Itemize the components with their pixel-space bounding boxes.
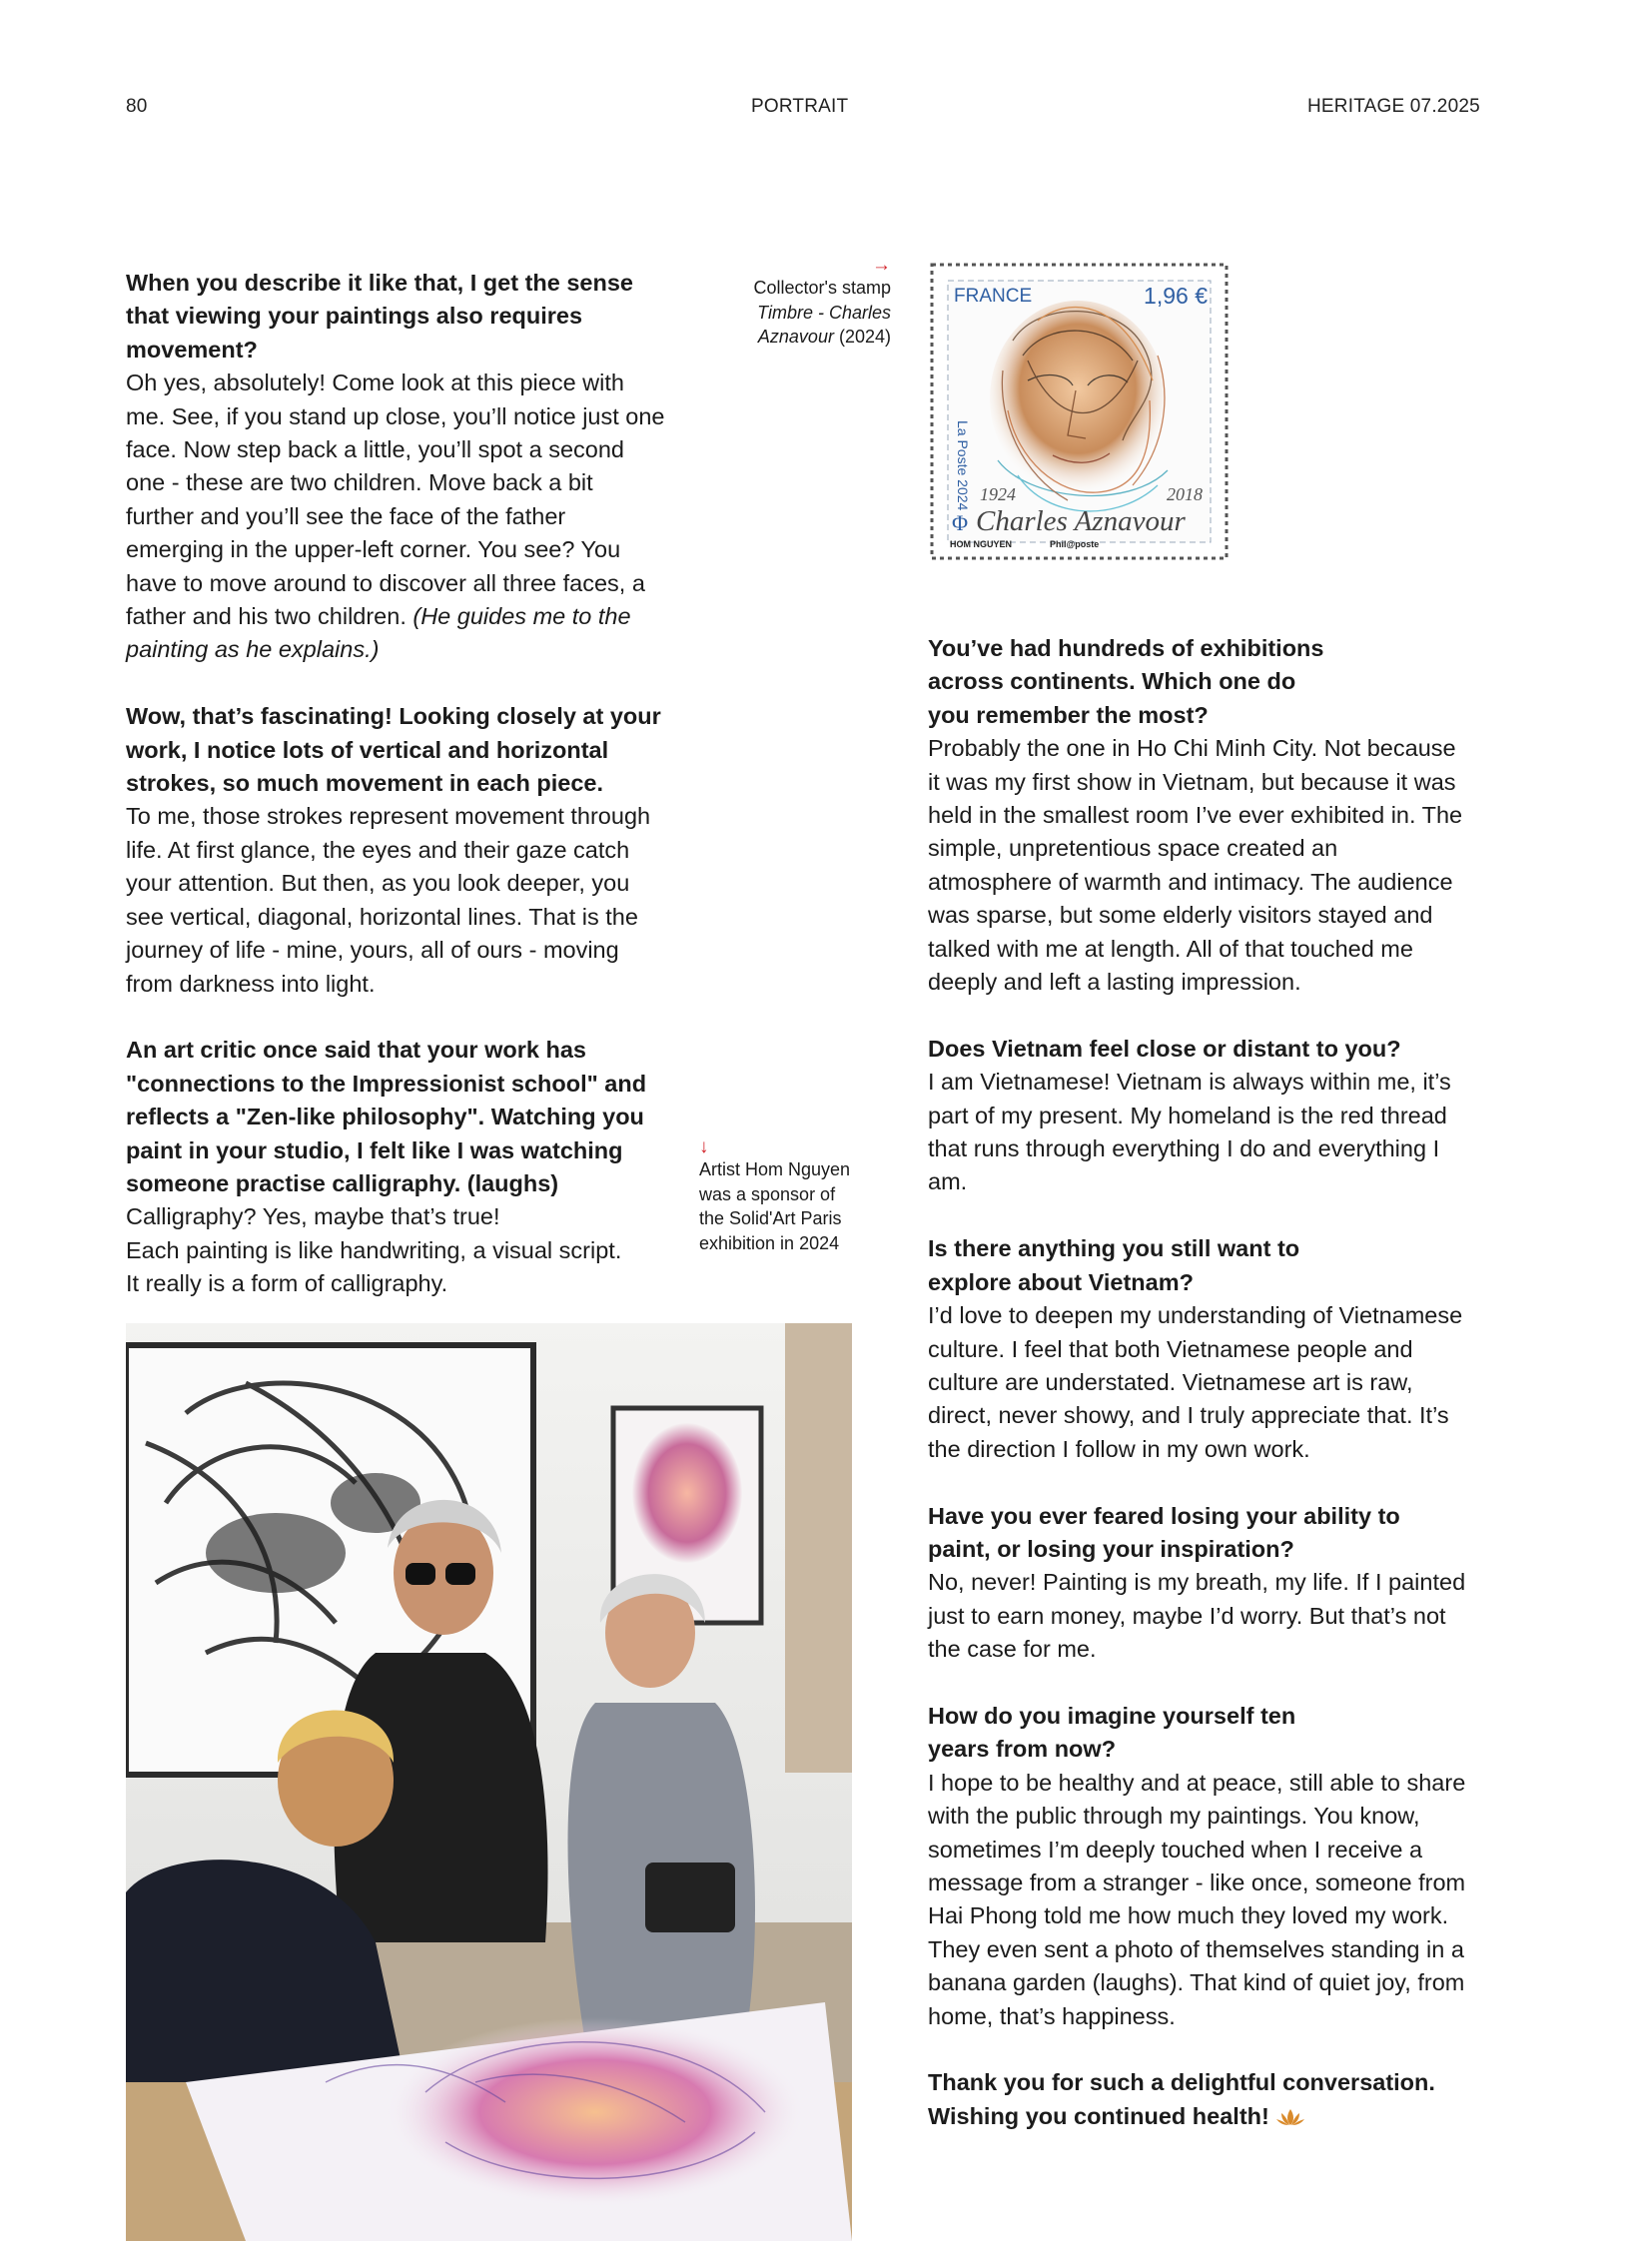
stamp-country: FRANCE <box>954 286 1033 307</box>
stamp-vertical-text: La Poste 2024 <box>955 420 971 511</box>
answer-3-line-1: Calligraphy? Yes, maybe that’s true! <box>126 1203 500 1230</box>
qa-block-5 <box>928 1033 1467 1199</box>
stamp-artist: HOM NGUYEN <box>950 539 1013 549</box>
question-7: Have you ever feared losing your ability to paint, or losing your inspiration? <box>928 1502 1400 1562</box>
stamp-phi: Φ <box>952 510 969 535</box>
qa-block-2 <box>126 700 665 1001</box>
photo-caption <box>699 1137 889 1255</box>
stamp-price: 1,96 € <box>1144 283 1208 309</box>
answer-3-line-2: Each painting is like handwriting, a visual script. <box>126 1236 622 1263</box>
answer-7: No, never! Painting is my breath, my life. If I painted just to earn money, maybe I’d worry. But that’s not the case for me. <box>928 1569 1466 1663</box>
photo-caption-line-2: was a sponsor of <box>699 1183 836 1204</box>
answer-8: I hope to be healthy and at peace, still able to share with the public through my paintings. You know, sometimes I’m deeply touched when I receive a message from a stranger - like once, someone from Hai Phong told me how much they loved my work. They even sent a photo of themselves standing in a banana garden (laughs). That kind of quiet joy, from home, that’s happiness. <box>928 1769 1466 2029</box>
stamp-caption-line-2: Timbre - Charles <box>757 302 891 323</box>
lotus-icon <box>1275 2103 1305 2136</box>
stamp-year-event: 2018 <box>1167 484 1203 504</box>
stamp-name: Charles Aznavour <box>976 505 1186 537</box>
answer-5: I am Vietnamese! Vietnam is always within me, it’s part of my present. My homeland is the red thread that runs through everything I do and everything I am. <box>928 1069 1451 1195</box>
stamp-year-birth: 1924 <box>980 484 1016 504</box>
qa-block-6 <box>928 1232 1467 1466</box>
closing-text: Thank you for such a delightful conversation. Wishing you continued health! <box>928 2069 1435 2129</box>
answer-1: Oh yes, absolutely! Come look at this piece with me. See, if you stand up close, you’ll notice just one face. Now step back a little, you’ll spot a second one - these are two children. Move back a bit further and you’ll see the face of the father emerging in the upper-left corner. You see? You have to move around to discover all three faces, a father and his two children. <box>126 370 665 630</box>
answer-2: To me, those strokes represent movement through life. At first glance, the eyes and their gaze catch your attention. But then, as you look deeper, you see vertical, diagonal, horizontal lines. That is the journey of life - mine, yours, all of ours - moving from darkness into light. <box>126 803 651 997</box>
question-4: You’ve had hundreds of exhibitions across continents. Which one do you remember the most? <box>928 635 1324 728</box>
question-1: When you describe it like that, I get the sense that viewing your paintings also requires movement? <box>126 270 633 363</box>
arrow-right-icon: → <box>872 255 891 276</box>
stamp-publisher: Phil@poste <box>1050 539 1100 549</box>
arrow-down-icon: ↓ <box>699 1136 709 1157</box>
photo-caption-line-3: the Solid'Art Paris <box>699 1208 842 1228</box>
photo-caption-line-1: Artist Hom Nguyen <box>699 1159 851 1179</box>
qa-block-8 <box>928 1700 1467 2033</box>
issue-label: HERITAGE 07.2025 <box>1307 96 1480 117</box>
qa-block-1 <box>126 267 665 667</box>
answer-4: Probably the one in Ho Chi Minh City. Not because it was my first show in Vietnam, but because it was held in the smallest room I’ve ever exhibited in. The simple, unpretentious space created an atmosphere of warmth and intimacy. The audience was sparse, but some elderly visitors stayed and talked with me at length. All of that touched me deeply and left a lasting impression. <box>928 735 1463 996</box>
answer-6: I’d love to deepen my understanding of Vietnamese culture. I feel that both Vietnamese people and culture are understated. Vietnamese art is raw, direct, never showy, and I truly appreciate that. It’s the direction I follow in my own work. <box>928 1302 1463 1462</box>
page-number: 80 <box>126 96 148 117</box>
question-5: Does Vietnam feel close or distant to you? <box>928 1035 1401 1062</box>
right-column <box>928 632 1467 2170</box>
qa-block-4 <box>928 632 1467 999</box>
answer-1-note: (He guides me to the painting as he explains.) <box>126 603 631 663</box>
closing-block <box>928 2066 1467 2136</box>
question-2: Wow, that’s fascinating! Looking closely at your work, I notice lots of vertical and horizontal strokes, so much movement in each piece. <box>126 703 661 797</box>
stamp-caption-year: (2024) <box>833 327 891 347</box>
qa-block-3 <box>126 1034 665 1300</box>
question-6: Is there anything you still want to explore about Vietnam? <box>928 1235 1300 1295</box>
answer-3-line-3: It really is a form of calligraphy. <box>126 1270 448 1297</box>
artist-photo <box>126 1323 852 2241</box>
stamp-caption-line-1: Collector's stamp <box>753 278 891 298</box>
qa-block-7 <box>928 1500 1467 1667</box>
stamp-caption-line-3: Aznavour <box>757 327 834 347</box>
section-label: PORTRAIT <box>751 96 849 117</box>
stamp-image <box>928 261 1231 562</box>
stamp-caption <box>699 256 891 350</box>
photo-caption-line-4: exhibition in 2024 <box>699 1232 840 1253</box>
left-column <box>126 267 665 1334</box>
question-3: An art critic once said that your work has "connections to the Impressionist school" and reflects a "Zen-like philosophy". Watching you paint in your studio, I felt like I was watching someone practise calligraphy. (laughs) <box>126 1037 647 1196</box>
question-8: How do you imagine yourself ten years from now? <box>928 1702 1296 1763</box>
